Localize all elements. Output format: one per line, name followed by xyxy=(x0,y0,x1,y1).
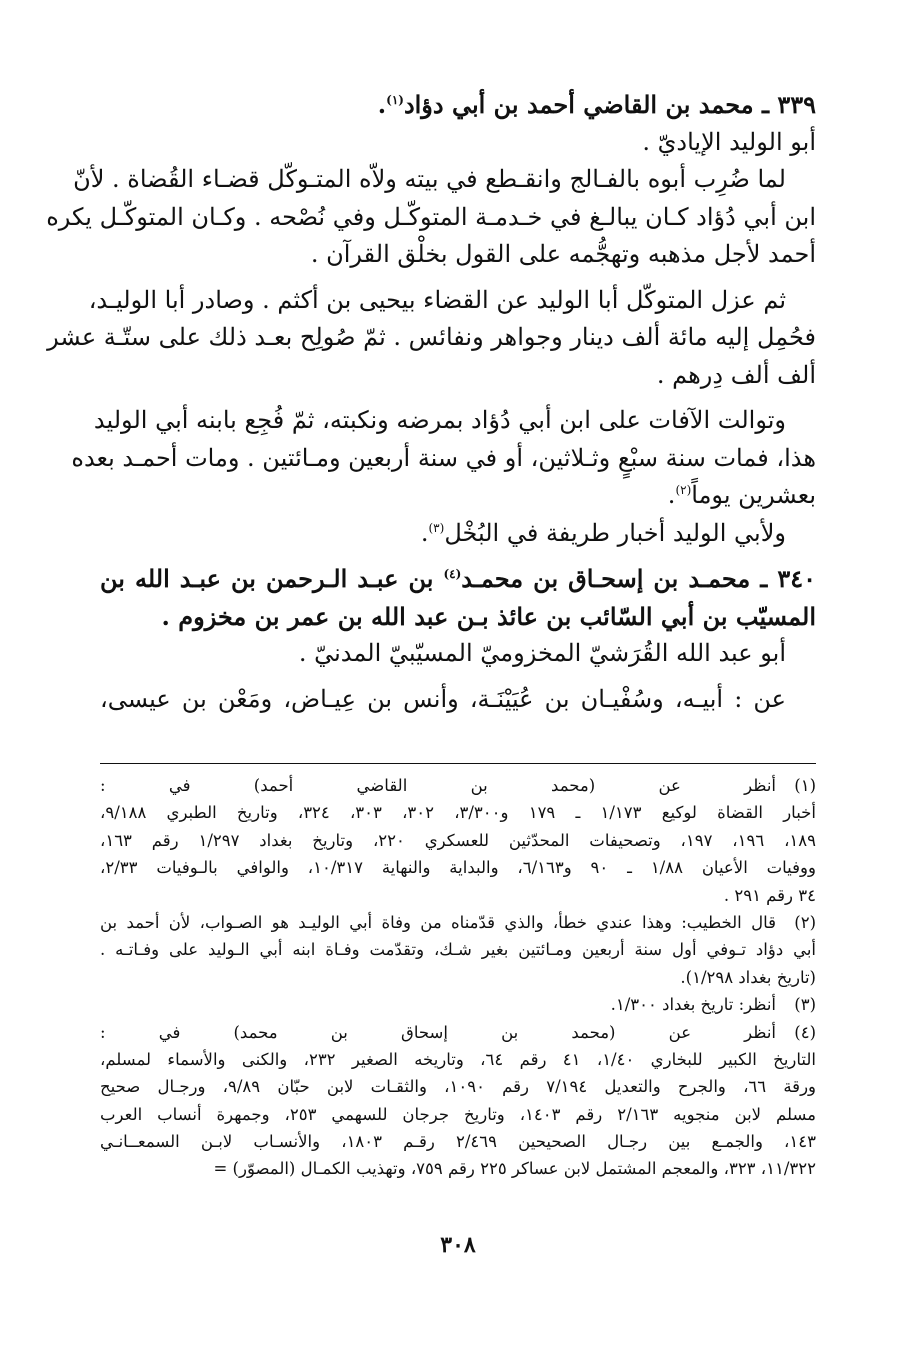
footnote-number: (١) xyxy=(794,776,816,795)
text-line xyxy=(100,515,816,553)
text-line xyxy=(88,282,816,320)
footnote-text: ووفيات الأعيان ١/٨٨ ـ ٩٠ و٦/١٦٣، والبداية والنهاية ١٠/٣١٧، والوافي بالـوفيات ٢/٣٣، xyxy=(100,858,816,878)
line-tail: . xyxy=(667,481,676,509)
footnote-text: ٣٤ رقم ٢٩١ . xyxy=(723,885,816,905)
footnote-text: ١٨٩، ١٩٦، ١٩٧، وتصحيفات المحدّثين للعسكري ٢٢٠، وتاريخ بغداد ١/٢٩٧ رقم ١٦٣، xyxy=(100,830,816,850)
paragraph-gap xyxy=(100,394,816,402)
text-line xyxy=(100,124,816,162)
footnote-line xyxy=(100,936,816,963)
footnote-text: أبي دؤاد تـوفي أول سنة أربعين ومـائتين بغير شـك، وتقدّمت وفـاة ابنه أبي الـوليد على وفـاتـه . xyxy=(100,940,816,960)
text-line xyxy=(100,635,816,673)
line-text: ٣٤٠ ـ محمـد بن إسحـاق بن محمـد xyxy=(461,564,817,593)
footnote-ref: (٣) xyxy=(428,520,445,535)
footnote-line xyxy=(100,854,816,881)
paragraph-gap xyxy=(100,552,816,560)
text-line xyxy=(100,357,816,395)
text-line xyxy=(71,440,816,478)
footnote-number: (٤) xyxy=(794,1022,816,1042)
line-tail: . xyxy=(377,90,387,119)
footnote-text: أنظر: تاريخ بغداد ١/٣٠٠. xyxy=(610,995,776,1015)
text-line xyxy=(93,402,816,440)
footnote-text: ١٤٣، والجمـع بين رجـال الصحيحين ٢/٤٦٩ رقـم ١٨٠٣، والأنسـاب لابـن السمعــانـي xyxy=(100,1132,816,1152)
text-line xyxy=(100,477,816,515)
footnote-number: (٢) xyxy=(794,912,816,932)
line-tail: بن عبـد الـرحمن بن عبـد الله بن xyxy=(100,564,444,593)
footnote-first-line xyxy=(100,909,816,936)
line-text: هذا، فمات سنة سبْعٍ وثـلاثين، أو في سنة أربعين ومـائتين . ومات أحمـد بعده xyxy=(71,443,816,472)
footnote-line xyxy=(100,1101,816,1128)
footnote-text: ١١/٣٢٢، ٣٢٣، والمعجم المشتمل لابن عساكر ٢٢٥ رقم ٧٥٩، وتهذيب الكمـال (المصوّر) = xyxy=(213,1159,816,1179)
paragraph-gap xyxy=(100,673,816,681)
footnote-separator xyxy=(100,763,816,764)
footnote-text: أخبار القضاة لوكيع ١/١٧٣ ـ ١٧٩ و٣/٣٠٠، ٣٠٢، ٣٠٣، ٣٢٤، وتاريخ الطبري ٩/١٨٨، xyxy=(100,803,816,823)
footnote-line xyxy=(100,1046,816,1073)
text-line xyxy=(100,560,816,598)
text-line xyxy=(100,598,816,636)
footnote-line xyxy=(100,1155,816,1182)
footnote-first-line xyxy=(100,772,816,799)
line-text: فحُمِل إليه مائة ألف دينار وجواهر ونفائس . ثمّ صُولِح بعـد ذلك على ستّـة عشر xyxy=(47,323,816,351)
line-text: ٣٣٩ ـ محمد بن القاضي أحمد بن أبي دؤاد xyxy=(403,90,816,119)
footnotes xyxy=(100,772,816,1183)
line-text: ابن أبي دُؤاد كـان يبالـغ في خـدمـة المتوكّـل وفي نُصْحه . وكـان المتوكّـل يكره xyxy=(46,202,816,231)
text-line xyxy=(46,199,816,237)
line-tail: . xyxy=(420,518,429,547)
footnote-line xyxy=(100,882,816,909)
footnote-text: مسلم لابن منجويه ٢/١٦٣ رقم ١٤٠٣، وتاريخ جرجان للسهمي ٢٥٣، وجمهرة أنساب العرب xyxy=(100,1104,817,1124)
paragraph-gap xyxy=(100,274,816,282)
text-line xyxy=(100,681,816,719)
footnote-text: قال الخطيب: وهذا عندي خطأ، والذي قدّمناه من وفاة أبي الوليـد هو الصـواب، لأن أحمد بن xyxy=(100,912,776,932)
footnote-line xyxy=(100,1073,816,1100)
text-line xyxy=(73,161,816,199)
line-text: أبو الوليد الإياديّ . xyxy=(642,127,816,156)
footnote-line xyxy=(100,799,816,826)
line-text: ولأبي الوليد أخبار طريفة في البُخْل xyxy=(444,518,786,547)
line-text: المسيّب بن أبي السّائب بن عائذ بـن عبد الله بن عمر بن مخزوم . xyxy=(161,601,816,631)
footnote-text: ورقة ٦٦، والجرح والتعديل ٧/١٩٤ رقم ١٠٩٠، والثقـات لابن حبّان ٩/٨٩، ورجـال صحيح xyxy=(100,1077,817,1097)
main-text xyxy=(46,86,817,718)
footnote-text: أنظر عن (محمد بن إسحاق بن محمد) في : xyxy=(100,1022,776,1042)
footnote-line xyxy=(100,827,816,854)
footnote-ref: (١) xyxy=(386,93,404,107)
page-number: ٣٠٨ xyxy=(440,1232,476,1258)
footnote-first-line xyxy=(100,991,816,1018)
text-line xyxy=(47,319,816,357)
line-text: بعشرين يوماً xyxy=(691,481,816,509)
footnote-text: التاريخ الكبير للبخاري ١/٤٠، ٤١ رقم ٦٤، وتاريخه الصغير ٢٣٢، والكنى والأسماء لمسلم، xyxy=(100,1049,817,1069)
footnote-text: (تاريخ بغداد ١/٢٩٨). xyxy=(680,967,816,987)
line-text: عن : أبيـه، وسُفْيـان بن عُيَيْنَـة، وأنس بن عِيـاض، ومَعْن بن عيسى، xyxy=(100,684,786,713)
footnote-line xyxy=(100,1128,816,1155)
text-line xyxy=(100,86,816,124)
footnote-text: أنظر عن (محمد بن القاضي أحمد) في : xyxy=(100,776,776,795)
footnote-number: (٣) xyxy=(794,995,816,1015)
line-text: ثم عزل المتوكّل أبا الوليد عن القضاء بيحيى بن أكثم . وصادر أبا الوليـد، xyxy=(88,285,786,314)
footnote-line xyxy=(100,964,816,991)
line-text: أبو عبد الله القُرَشيّ المخزوميّ المسيّبيّ المدنيّ . xyxy=(298,639,786,667)
text-line xyxy=(100,236,816,274)
footnote-first-line xyxy=(100,1019,816,1046)
footnote-ref: (٢) xyxy=(675,483,692,497)
line-text: لما ضُرِب أبوه بالفـالج وانقـطع في بيته ولاّه المتـوكّل قضـاء القُضاة . لأنّ xyxy=(73,165,786,193)
footnote-ref: (٤) xyxy=(443,567,462,581)
line-text: ألف ألف دِرهم . xyxy=(656,360,816,389)
line-text: أحمد لأجل مذهبه وتهجُّمه على القول بخلْق القرآن . xyxy=(310,240,816,268)
line-text: وتوالت الآفات على ابن أبي دُؤاد بمرضه ونكبته، ثمّ فُجِع بابنه أبي الوليد xyxy=(93,406,786,434)
